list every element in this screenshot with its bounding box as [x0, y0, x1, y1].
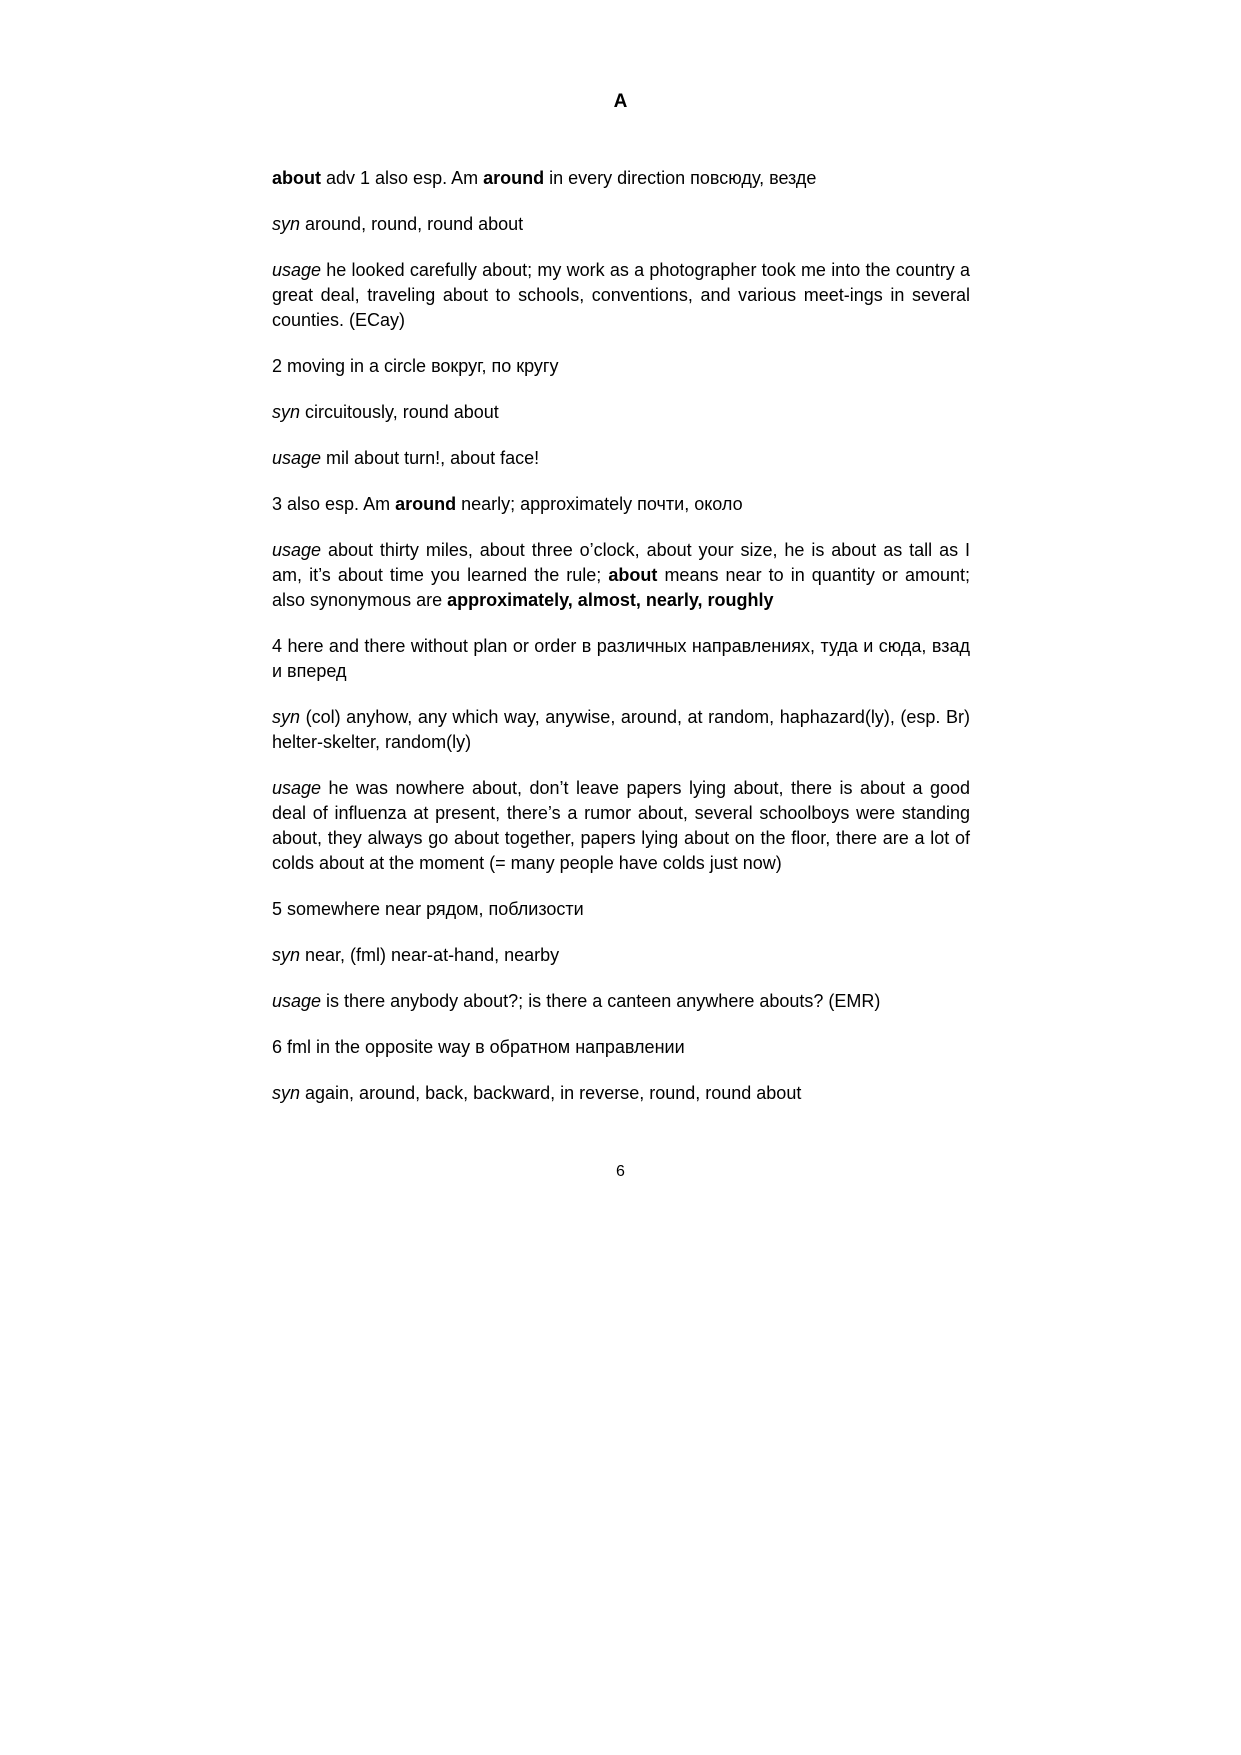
sense-3-usage: usage about thirty miles, about three o’clock, about your size, he is about as tall as I am, it’s about time you learned the rule; about means near to in quantity or amount; also synonymous are approximately, almost, nearly, roughly — [272, 540, 971, 610]
headword: about — [272, 168, 321, 188]
sense-6-definition: 6 fml in the opposite way в обратном направлении — [272, 1037, 685, 1057]
sense-4-usage: usage he was nowhere about, don’t leave papers lying about, there is about a good deal of influenza at present, there’s a rumor about, several schoolboys were standing about, they always go about together, papers lying about on the floor, there are a lot of colds about at the moment (= many people have colds just now) — [272, 778, 970, 873]
syn-label: syn — [272, 1083, 301, 1103]
usage-label: usage — [272, 540, 322, 560]
usage-label: usage — [272, 991, 322, 1011]
sense-2-synonyms: syn circuitously, round about — [272, 402, 499, 422]
sense-1-usage: usage he looked carefully about; my work as a photographer took me into the country a great deal, traveling about to schools, conventions, and various meet-ings in several counties. (ECay) — [272, 260, 970, 330]
sense-3-definition: 3 also esp. Am around nearly; approximately почти, около — [272, 494, 743, 514]
dictionary-entry — [272, 166, 970, 1127]
usage-label: usage — [272, 448, 322, 468]
sense-1-synonyms: syn around, round, round about — [272, 214, 524, 234]
sense-5-usage: usage is there anybody about?; is there a canteen anywhere abouts? (EMR) — [272, 991, 881, 1011]
syn-label: syn — [272, 945, 301, 965]
sense-5-synonyms: syn near, (fml) near-at-hand, nearby — [272, 945, 560, 965]
sense-4-definition: 4 here and there without plan or order в различных направлениях, туда и сюда, взад и вперед — [272, 636, 970, 681]
syn-label: syn — [272, 214, 301, 234]
sense-6-synonyms: syn again, around, back, backward, in reverse, round, round about — [272, 1083, 802, 1103]
sense-4-synonyms: syn (col) anyhow, any which way, anywise, around, at random, haphazard(ly), (esp. Br) helter-skelter, random(ly) — [272, 707, 970, 752]
sense-2-usage: usage mil about turn!, about face! — [272, 448, 540, 468]
sense-5-definition: 5 somewhere near рядом, поблизости — [272, 899, 584, 919]
usage-label: usage — [272, 260, 322, 280]
usage-label: usage — [272, 778, 322, 798]
section-letter-heading: A — [613, 91, 628, 112]
syn-label: syn — [272, 707, 301, 727]
syn-label: syn — [272, 402, 301, 422]
sense-1-definition: about adv 1 also esp. Am around in every direction повсюду, везде — [272, 168, 817, 188]
page-number: 6 — [616, 1163, 625, 1180]
sense-2-definition: 2 moving in a circle вокруг, по кругу — [272, 356, 559, 376]
